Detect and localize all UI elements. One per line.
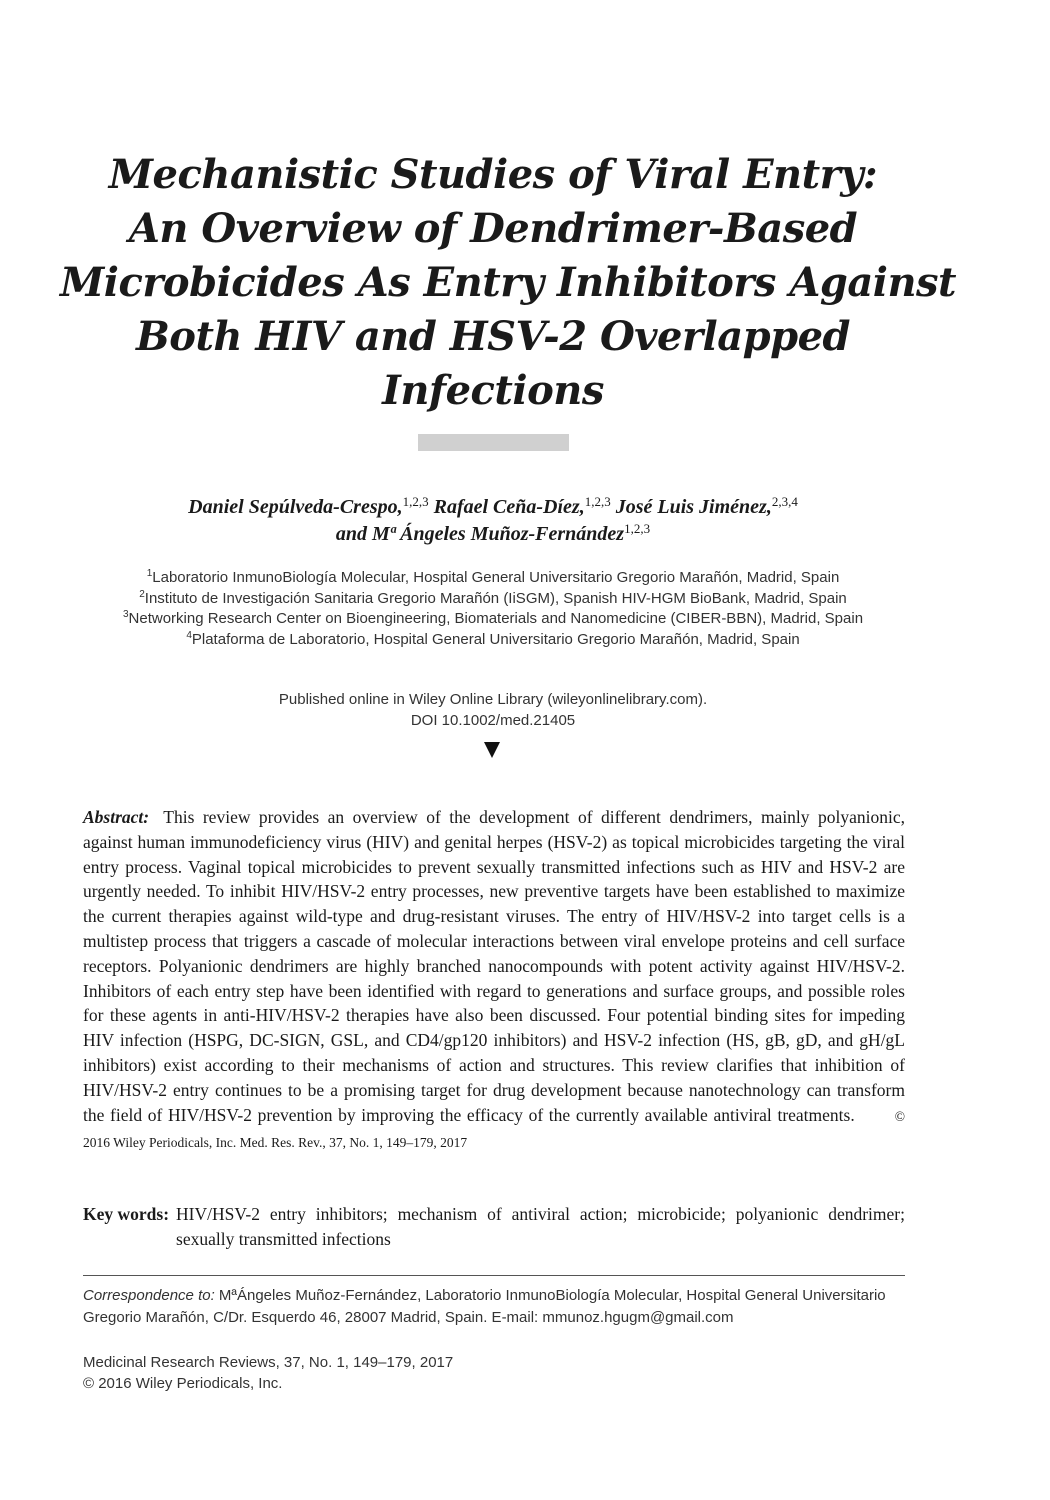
affiliation-number: 4 xyxy=(186,630,192,642)
affiliation-item xyxy=(70,568,916,589)
affiliation-number: 2 xyxy=(139,588,145,600)
doi-line: DOI 10.1002/med.21405 xyxy=(410,712,576,729)
title-line: Both HIV and HSV-2 Overlapped xyxy=(135,313,851,360)
keywords-block xyxy=(83,1202,905,1252)
author-line-2 xyxy=(70,521,916,548)
abstract-paragraph xyxy=(83,805,905,1156)
title-line: An Overview of Dendrimer-Based xyxy=(128,205,858,252)
down-triangle-icon xyxy=(484,742,500,758)
author-affiliation-marks: 1,2,3 xyxy=(584,494,611,509)
journal-copyright: © 2016 Wiley Periodicals, Inc. xyxy=(83,1375,283,1392)
title-line: Mechanistic Studies of Viral Entry: xyxy=(108,151,878,198)
correspondence-note xyxy=(83,1285,905,1329)
affiliation-text: Networking Research Center on Bioengineering, Biomaterials and Nanomedicine (CIBER-BBN), Madrid, Spain xyxy=(128,610,864,628)
affiliation-item xyxy=(70,589,916,610)
title-line: Infections xyxy=(382,367,604,414)
correspondence-label: Correspondence to: xyxy=(83,1287,215,1304)
author-list xyxy=(70,494,916,548)
publication-info xyxy=(70,689,916,731)
affiliation-text: Laboratorio InmunoBiología Molecular, Hospital General Universitario Gregorio Marañón, Madrid, Spain xyxy=(152,569,840,586)
abstract-citation: © 2016 Wiley Periodicals, Inc. Med. Res. Rev., 37, No. 1, 149–179, 2017 xyxy=(83,1108,905,1151)
affiliation-list xyxy=(70,568,916,651)
abstract-text: This review provides an overview of the development of different dendrimers, mainly polyanionic, against human immunodeficiency virus (HIV) and genital herpes (HSV-2) as topical microbicides targeting the viral entry process. Vaginal topical microbicides to prevent sexually transmitted infections such as HIV and HSV-2 are urgently needed. To inhibit HIV/HSV-2 entry processes, new preventive targets have been established to maximize the current therapies against wild-type and drug-resistant viruses. The entry of HIV/HSV-2 into target cells is a multistep process that triggers a cascade of molecular interactions between viral envelope proteins and cell surface receptors. Polyanionic dendrimers are highly branched nanocompounds with potent activity against HIV/HSV-2. Inhibitors of each entry step have been identified with regard to generations and surface groups, and possible roles for these agents in anti-HIV/HSV-2 therapies have also been discussed. Four potential binding sites for impeding HIV infection (HSPG, DC-SIGN, GSL, and CD4/gp120 inhibitors) and HSV-2 infection (HS, gB, gD, and gH/gL inhibitors) exist according to their mechanisms of action and structures. This review clarifies that inhibition of HIV/HSV-2 entry continues to be a promising target for drug development because nanotechnology can transform the field of HIV/HSV-2 prevention by improving the efficacy of the currently available antiviral treatments. xyxy=(83,807,906,1125)
author-name: and Mª Ángeles Muñoz-Fernández xyxy=(335,523,625,545)
journal-citation: Medicinal Research Reviews, 37, No. 1, 149–179, 2017 xyxy=(83,1354,454,1371)
affiliation-item xyxy=(70,609,916,630)
title-divider-bar xyxy=(418,434,569,451)
affiliation-number: 1 xyxy=(146,568,153,579)
article-title xyxy=(60,148,957,418)
affiliation-text: Plataforma de Laboratorio, Hospital General Universitario Gregorio Marañón, Madrid, Spain xyxy=(191,631,800,649)
author-name: Daniel Sepúlveda-Crespo, xyxy=(188,496,403,518)
affiliation-item xyxy=(70,630,916,651)
abstract-label: Abstract: xyxy=(83,807,150,827)
author-name: José Luis Jiménez, xyxy=(615,496,772,518)
author-line-1 xyxy=(70,494,916,521)
published-online-line: Published online in Wiley Online Library (wileyonlinelibrary.com). xyxy=(278,691,708,708)
author-affiliation-marks: 1,2,3 xyxy=(402,494,429,509)
keywords-text: HIV/HSV-2 entry inhibitors; mechanism of antiviral action; microbicide; polyanionic dendrimer; sexually transmitted infections xyxy=(176,1204,905,1249)
keywords-label: Key words: xyxy=(83,1204,170,1224)
journal-footer xyxy=(83,1352,905,1394)
title-line: Microbicides As Entry Inhibitors Against xyxy=(60,259,957,306)
correspondence-text: MªÁngeles Muñoz-Fernández, Laboratorio InmunoBiología Molecular, Hospital General Universitario Gregorio Marañón, C/Dr. Esquerdo 46, 28007 Madrid, Spain. E-mail: mmunoz.hgugm@gmail.com xyxy=(83,1287,886,1326)
affiliation-text: Instituto de Investigación Sanitaria Gregorio Marañón (IiSGM), Spanish HIV-HGM BioBank, Madrid, Spain xyxy=(144,589,847,607)
affiliation-number: 3 xyxy=(122,609,129,621)
author-affiliation-marks: 1,2,3 xyxy=(624,521,651,536)
footnote-divider xyxy=(83,1275,905,1276)
author-affiliation-marks: 2,3,4 xyxy=(771,494,798,509)
author-name: Rafael Ceña-Díez, xyxy=(433,496,585,518)
